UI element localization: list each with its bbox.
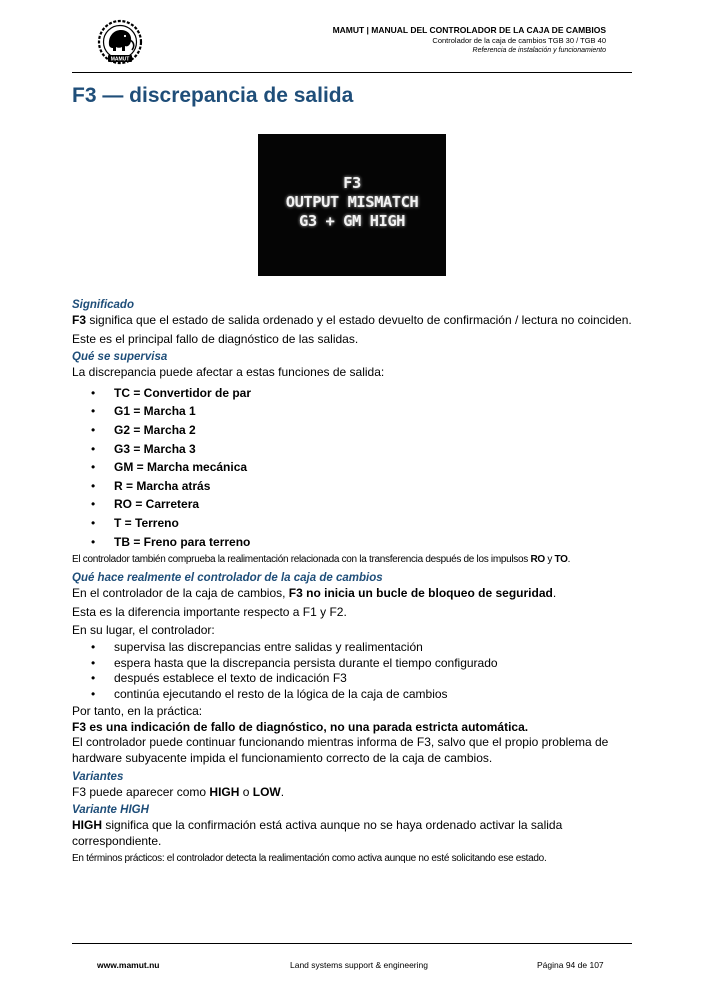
display-line-2: OUTPUT MISMATCH [285, 193, 419, 211]
variant-low: LOW [252, 784, 281, 799]
significado-paragraph [72, 313, 632, 329]
mamut-logo [94, 18, 146, 66]
code-f3: F3 [72, 313, 87, 327]
que-hace-text: En el controlador de la caja de cambios, [72, 586, 289, 601]
list-item: • G1 = Marcha 1 [72, 402, 632, 421]
list-item: • G3 = Marcha 3 [72, 440, 632, 459]
display-line-3: G3 + GM HIGH [299, 212, 405, 230]
heading-supervisa: Qué se supervisa [72, 351, 168, 364]
variant-high: HIGH [209, 784, 240, 799]
display-screen-image [258, 134, 446, 276]
que-hace-paragraph-4: Por tanto, en la práctica: [72, 704, 203, 719]
controller-behaviour-list [72, 640, 632, 702]
list-item: • T = Terreno [72, 514, 632, 533]
heading-significado: Significado [72, 299, 134, 311]
list-item: • RO = Carretera [72, 495, 632, 514]
page-header [72, 18, 632, 73]
note-end: . [567, 554, 571, 566]
que-hace-paragraph-5 [72, 720, 632, 736]
header-reference: Referencia de instalación y funcionamiento [472, 47, 606, 54]
note-and: y [544, 554, 555, 566]
list-item: • G2 = Marcha 2 [72, 421, 632, 440]
list-item: • espera hasta que la discrepancia persista durante el tiempo configurado [72, 656, 632, 672]
significado-paragraph-2: Este es el principal fallo de diagnóstico de las salidas. [72, 331, 359, 346]
high-text: significa que la confirmación está activa aunque no se haya ordenado activar la salida correspondiente. [72, 818, 563, 848]
list-item: • R = Marcha atrás [72, 477, 632, 496]
high-bold: HIGH [72, 818, 102, 833]
note-ro: RO [530, 554, 545, 566]
variantes-paragraph [72, 785, 632, 801]
variantes-text: F3 puede aparecer como [72, 784, 210, 799]
header-divider [72, 72, 632, 73]
que-hace-paragraph-6: El controlador puede continuar funcionando mientras informa de F3, salvo que el propio problema de hardware subyacente impida el funcionamiento correcto de la caja de cambios. [72, 735, 609, 766]
que-hace-paragraph-1 [72, 586, 632, 602]
footer-page-number: Página 94 de 107 [537, 960, 604, 970]
diagnostic-statement: F3 es una indicación de fallo de diagnóstico, no una parada estricta automática. [72, 719, 529, 734]
list-item: • después establece el texto de indicación F3 [72, 671, 632, 687]
que-hace-bold: F3 no inicia un bucle de bloqueo de seguridad [288, 586, 553, 601]
header-subtitle: Controlador de la caja de cambios TGB 30 / TGB 40 [432, 36, 606, 45]
header-text-block [333, 25, 606, 56]
variantes-or: o [239, 784, 253, 799]
supervisa-intro: La discrepancia puede afectar a estas funciones de salida: [72, 365, 385, 380]
heading-que-hace: Qué hace realmente el controlador de la caja de cambios [72, 572, 383, 585]
list-item: • TC = Convertidor de par [72, 384, 632, 403]
heading-variantes: Variantes [72, 770, 124, 783]
que-hace-paragraph-3: En su lugar, el controlador: [72, 623, 215, 638]
list-item: • supervisa las discrepancias entre salidas y realimentación [72, 640, 632, 656]
list-item: • TB = Freno para terreno [72, 533, 632, 552]
significado-text: significa que el estado de salida ordenado y el estado devuelto de confirmación / lectura no coinciden. [86, 313, 632, 327]
footer-website-link[interactable]: www.mamut.nu [97, 960, 160, 970]
que-hace-paragraph-2: Esta es la diferencia importante respecto a F1 y F2. [72, 604, 347, 619]
high-note: En términos prácticos: el controlador detecta la realimentación como activa aunque no esté solicitando ese estado. [72, 853, 547, 865]
svg-text:MAMUT: MAMUT [110, 56, 130, 63]
variantes-end: . [280, 784, 285, 799]
footer-company-tagline: Land systems support & engineering [290, 960, 428, 970]
footer-divider [72, 943, 632, 944]
high-paragraph [72, 818, 632, 849]
page-title: F3 — discrepancia de salida [72, 84, 354, 107]
note-to: TO [554, 554, 568, 566]
list-item: • continúa ejecutando el resto de la lógica de la caja de cambios [72, 687, 632, 703]
heading-variante-high: Variante HIGH [72, 804, 149, 817]
note-text: El controlador también comprueba la realimentación relacionada con la transferencia después de los impulsos [72, 554, 531, 566]
transfer-note [72, 553, 632, 566]
display-text [258, 174, 446, 231]
output-function-list [72, 384, 632, 551]
display-line-1: F3 [343, 174, 361, 192]
que-hace-end: . [552, 586, 557, 601]
main-content [72, 298, 632, 870]
list-item: • GM = Marcha mecánica [72, 458, 632, 477]
header-title: MAMUT | MANUAL DEL CONTROLADOR DE LA CAJA DE CAMBIOS [332, 25, 606, 35]
